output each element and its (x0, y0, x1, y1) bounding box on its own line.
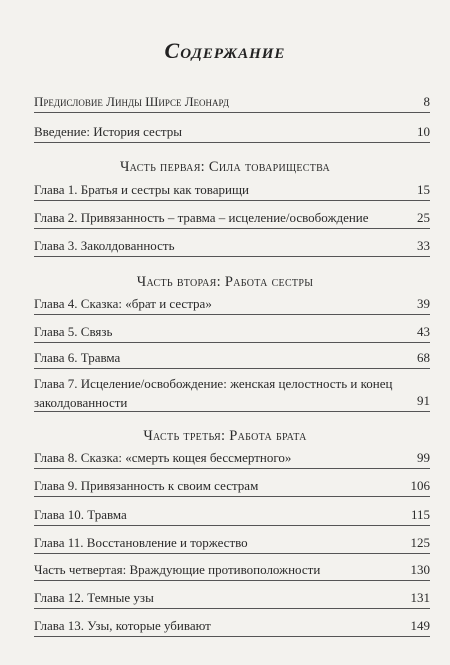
toc-chapter-6 (34, 346, 430, 369)
toc-chapter-page: 131 (410, 590, 430, 605)
toc-chapter-text: Глава 3. Заколдованность (34, 238, 175, 253)
toc-chapter-9 (34, 474, 430, 497)
toc-chapter-page: 15 (417, 182, 430, 197)
toc-chapter-text: Глава 6. Травма (34, 350, 121, 365)
toc-chapter-page: 115 (410, 507, 430, 522)
toc-chapter-5 (34, 320, 430, 343)
toc-chapter-text: Глава 9. Привязанность к своим сестрам (34, 478, 259, 493)
toc-chapter-8 (34, 446, 430, 469)
toc-chapter-text: Глава 11. Восстановление и торжество (34, 535, 248, 550)
part-heading-1: Часть первая: Сила товарищества (119, 159, 331, 175)
toc-chapter-page: 149 (410, 618, 430, 633)
page-title: Содержание (164, 38, 286, 63)
toc-part-page: 130 (410, 562, 430, 577)
toc-chapter-page: 125 (410, 535, 430, 550)
toc-chapter-page: 33 (417, 238, 430, 253)
toc-chapter-page: 91 (417, 393, 430, 408)
toc-entry-text: Предисловие Линды Ширсе Леонард (34, 94, 229, 109)
toc-chapter-7 (34, 371, 430, 412)
toc-chapter-page: 39 (417, 296, 430, 311)
toc-chapter-text: Глава 10. Травма (34, 507, 127, 522)
toc-entry-foreword (34, 90, 430, 113)
toc-part-text: Часть четвертая: Враждующие противоположности (34, 562, 321, 577)
toc-chapter-3 (34, 234, 430, 257)
toc-part-4 (34, 558, 430, 581)
toc-entry-page: 10 (417, 124, 430, 139)
toc-chapter-text: Глава 8. Сказка: «смерть кощея бессмертного» (34, 450, 292, 465)
part-heading-2: Часть вторая: Работа сестры (136, 274, 314, 290)
part-heading-3: Часть третья: Работа брата (143, 428, 307, 444)
toc-chapter-text: Глава 13. Узы, которые убивают (34, 618, 211, 633)
toc-chapter-text: Глава 12. Темные узы (34, 590, 154, 605)
toc-chapter-11 (34, 531, 430, 554)
toc-chapter-text: Глава 4. Сказка: «брат и сестра» (34, 296, 212, 311)
toc-chapter-page: 43 (417, 324, 430, 339)
toc-entry-page: 8 (423, 94, 430, 109)
toc-entry-introduction (34, 120, 430, 143)
toc-chapter-1 (34, 178, 430, 201)
toc-chapter-text: Глава 5. Связь (34, 324, 113, 339)
toc-chapter-text: Глава 7. Исцеление/освобождение: женская целостность и конец заколдованности (34, 376, 393, 410)
toc-chapter-10 (34, 503, 430, 526)
toc-chapter-page: 106 (410, 478, 430, 493)
toc-chapter-page: 99 (417, 450, 430, 465)
toc-chapter-13 (34, 614, 430, 637)
toc-chapter-12 (34, 586, 430, 609)
toc-chapter-page: 68 (417, 350, 430, 365)
toc-entry-text: Введение: История сестры (34, 124, 182, 139)
toc-chapter-text: Глава 2. Привязанность – травма – исцеление/освобождение (34, 210, 369, 225)
toc-chapter-4 (34, 292, 430, 315)
toc-chapter-text: Глава 1. Братья и сестры как товарищи (34, 182, 249, 197)
toc-chapter-2 (34, 206, 430, 229)
toc-chapter-page: 25 (417, 210, 430, 225)
